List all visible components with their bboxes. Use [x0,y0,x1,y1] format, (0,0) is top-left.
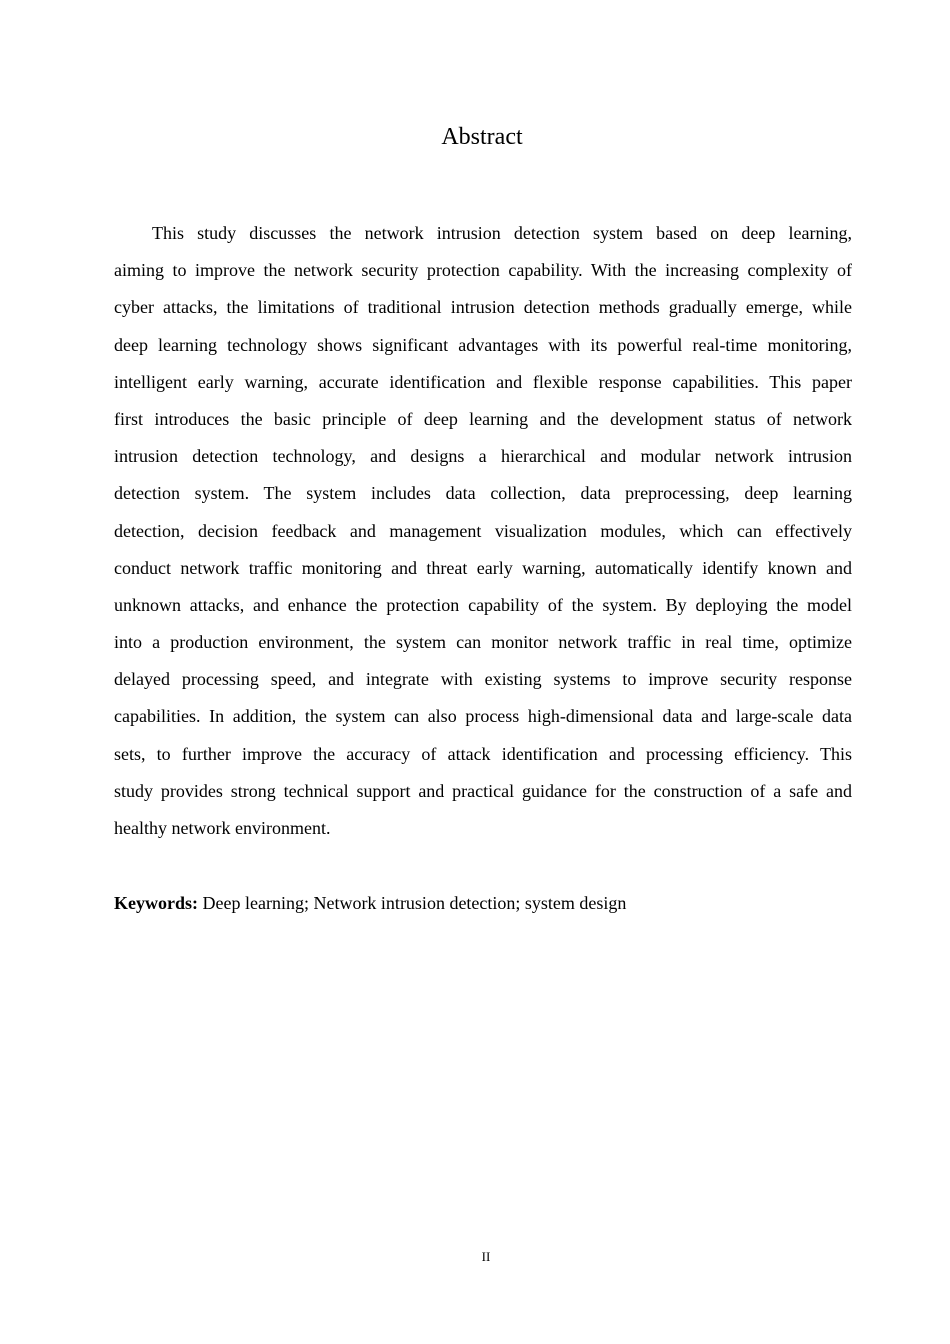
keywords-value: Deep learning; Network intrusion detection; system design [198,893,627,913]
abstract-line: detection, decision feedback and management visualization modules, which can effectively [114,520,852,541]
abstract-line: into a production environment, the system can monitor network traffic in real time, optimize [114,632,852,653]
abstract-line: aiming to improve the network security protection capability. With the increasing complexity of [114,260,852,281]
abstract-line: study provides strong technical support and practical guidance for the construction of a safe and [114,780,852,801]
abstract-line: capabilities. In addition, the system can also process high-dimensional data and large-scale data [114,706,852,727]
abstract-line: cyber attacks, the limitations of traditional intrusion detection methods gradually emerge, while [114,297,852,318]
abstract-line: first introduces the basic principle of deep learning and the development status of network [114,408,852,429]
abstract-line: delayed processing speed, and integrate with existing systems to improve security response [114,669,852,690]
keywords-line [114,888,626,918]
abstract-line: unknown attacks, and enhance the protection capability of the system. By deploying the model [114,594,852,615]
abstract-line: sets, to further improve the accuracy of attack identification and processing efficiency. This [114,743,852,764]
abstract-line: detection system. The system includes data collection, data preprocessing, deep learning [114,483,852,504]
abstract-line: conduct network traffic monitoring and threat early warning, automatically identify known and [114,557,852,578]
abstract-line: intrusion detection technology, and designs a hierarchical and modular network intrusion [114,446,852,467]
abstract-line: intelligent early warning, accurate identification and flexible response capabilities. This paper [114,371,852,392]
page-number: II [481,1249,491,1264]
abstract-line: deep learning technology shows significant advantages with its powerful real-time monitoring, [114,334,852,355]
abstract-paragraph [114,215,852,847]
page-title: Abstract [441,124,523,150]
keywords-label: Keywords: [114,893,198,913]
abstract-line: healthy network environment. [114,818,331,838]
abstract-line: This study discusses the network intrusion detection system based on deep learning, [152,223,852,243]
